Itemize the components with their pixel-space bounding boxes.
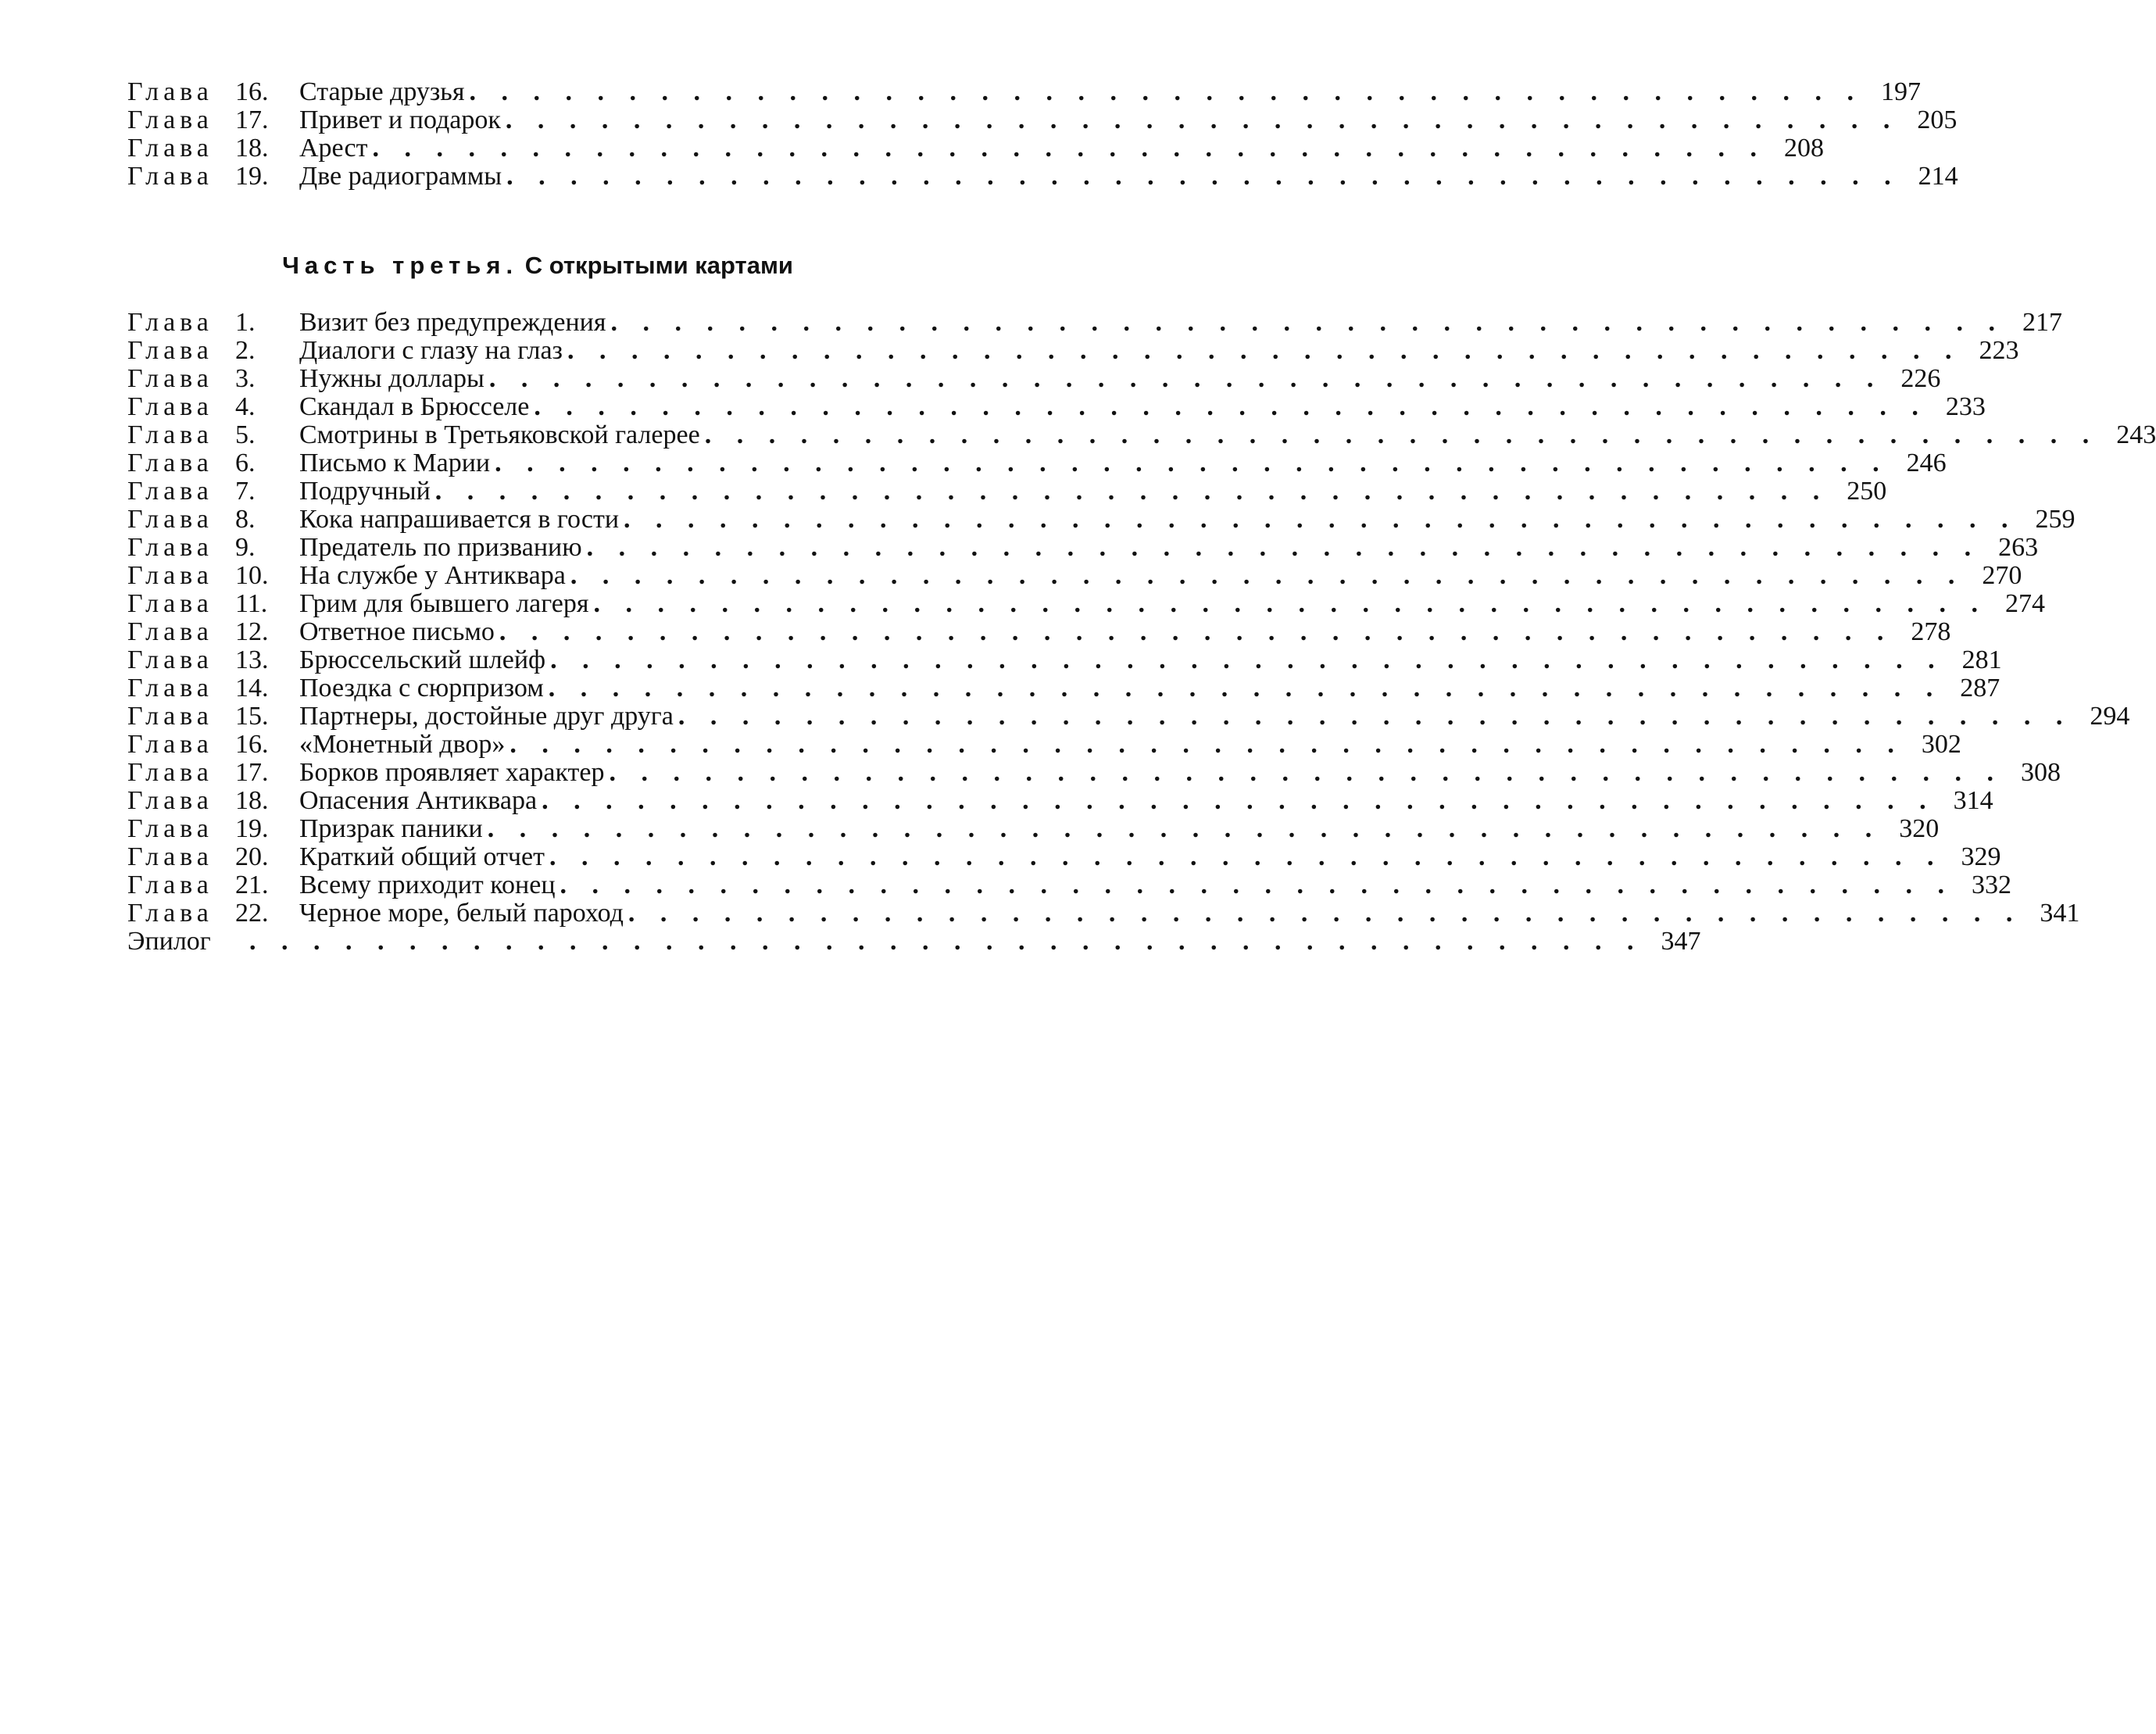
- chapter-title: Две радиограммы: [299, 162, 502, 191]
- chapter-number: 17.: [235, 758, 269, 787]
- epilogue-title: Эпилог: [127, 927, 211, 956]
- chapter-number: 15.: [235, 702, 269, 731]
- chapter-title: Нужны доллары: [299, 364, 484, 393]
- chapter-number: 19.: [235, 162, 269, 191]
- chapter-number: 14.: [235, 674, 269, 703]
- toc-entry: [127, 505, 2076, 534]
- dot-leader: . . . . . . . . . . . . . . . . . . . . . . . . . . . . . . . . . . . . . . . . . . . .: [609, 758, 2003, 787]
- chapter-title: Поездка с сюрпризом: [299, 674, 544, 703]
- chapter-number: 5.: [235, 420, 256, 449]
- chapter-title: Диалоги с глазу на глаз: [299, 336, 563, 365]
- page-number: 332: [1972, 871, 2012, 899]
- page-number: 223: [1979, 336, 2019, 365]
- chapter-number: 3.: [235, 364, 256, 393]
- chapter-label: Глава: [127, 786, 213, 815]
- chapter-label: Глава: [127, 758, 213, 787]
- dot-leader: . . . . . . . . . . . . . . . . . . . . . . . . . . . . . . . . . . . . . . . . . . . .: [534, 392, 1928, 421]
- toc-entry: [127, 645, 2002, 674]
- chapter-label: Глава: [127, 561, 213, 590]
- toc-entry: [127, 105, 1958, 134]
- chapter-title: Смотрины в Третьяковской галерее: [299, 420, 700, 449]
- toc-entry: [127, 786, 1993, 815]
- chapter-title: Предатель по призванию: [299, 533, 582, 562]
- dot-leader: . . . . . . . . . . . . . . . . . . . . . . . . . . . . . . . . . . . . . . . . . . . .: [488, 364, 1883, 393]
- page-number: 341: [2040, 899, 2080, 928]
- dot-leader: . . . . . . . . . . . . . . . . . . . . . . . . . . . . . . . . . . . . . . . . . . . .: [499, 617, 1893, 646]
- chapter-title: Опасения Антиквара: [299, 786, 538, 815]
- toc-part2-tail: [127, 77, 1958, 191]
- dot-leader: . . . . . . . . . . . . . . . . . . . . . . . . . . . . . . . . . . . . . . . . . . . .: [567, 336, 1961, 365]
- chapter-title: Краткий общий отчет: [299, 842, 545, 871]
- chapter-number: 2.: [235, 336, 256, 365]
- toc-entry: [127, 162, 1958, 191]
- dot-leader: . . . . . . . . . . . . . . . . . . . . . . . . . . . . . . . . . . . . . . . . . . . .: [372, 134, 1766, 163]
- dot-leader: . . . . . . . . . . . . . . . . . . . . . . . . . . . . . . . . . . . . . . . . . . . .: [678, 702, 2072, 731]
- toc-entry: [127, 308, 2062, 337]
- page-number: 281: [1961, 645, 2002, 674]
- toc-entry: [127, 561, 2022, 590]
- toc-entry: [127, 842, 2001, 871]
- chapter-title: Борков проявляет характер: [299, 758, 605, 787]
- chapter-label: Глава: [127, 420, 213, 449]
- toc-entry: [127, 899, 2080, 928]
- chapter-title: Ответное письмо: [299, 617, 495, 646]
- chapter-label: Глава: [127, 730, 213, 759]
- chapter-label: Глава: [127, 105, 213, 134]
- page-number: 205: [1917, 105, 1958, 134]
- toc-entry: [127, 420, 2156, 449]
- chapter-label: Глава: [127, 162, 213, 191]
- dot-leader: . . . . . . . . . . . . . . . . . . . . . . . . . . . . . . . . . . . . . . . . . . . .: [542, 786, 1936, 815]
- part-three-subtitle: С открытыми картами: [524, 252, 793, 279]
- chapter-title: Арест: [299, 134, 368, 163]
- chapter-title: Партнеры, достойные друг друга: [299, 702, 674, 731]
- toc-entry: [127, 814, 1940, 843]
- dot-leader: . . . . . . . . . . . . . . . . . . . . . . . . . . . . . . . . . . . . . . . . . . . .: [550, 645, 1944, 674]
- page-number: 259: [2035, 505, 2076, 534]
- chapter-label: Глава: [127, 533, 213, 562]
- chapter-number: 1.: [235, 308, 256, 337]
- page-number: 329: [1961, 842, 2001, 871]
- chapter-label: Глава: [127, 477, 213, 506]
- chapter-label: Глава: [127, 899, 213, 928]
- dot-leader: . . . . . . . . . . . . . . . . . . . . . . . . . . . . . . . . . . . . . . . . . . . .: [510, 730, 1904, 759]
- dot-leader: . . . . . . . . . . . . . . . . . . . . . . . . . . . . . . . . . . . . . . . . . . . .: [548, 674, 1943, 703]
- chapter-title: Черное море, белый пароход: [299, 899, 624, 928]
- chapter-label: Глава: [127, 449, 213, 477]
- page-number: 287: [1960, 674, 2000, 703]
- page-number: 270: [1982, 561, 2022, 590]
- dot-leader: . . . . . . . . . . . . . . . . . . . . . . . . . . . . . . . . . . . . . . . . . . . .: [434, 477, 1829, 506]
- toc-entry: [127, 449, 1947, 477]
- page-number: 226: [1900, 364, 1941, 393]
- chapter-label: Глава: [127, 617, 213, 646]
- chapter-number: 18.: [235, 786, 269, 815]
- chapter-label: Глава: [127, 505, 213, 534]
- toc-entry: [127, 674, 2000, 703]
- chapter-number: 8.: [235, 505, 256, 534]
- chapter-label: Глава: [127, 364, 213, 393]
- dot-leader: . . . . . . . . . . . . . . . . . . . . . . . . . . . . . . . . . . . . . . . . . . . .: [704, 420, 2099, 449]
- chapter-title: «Монетный двор»: [299, 730, 506, 759]
- chapter-label: Глава: [127, 674, 213, 703]
- chapter-label: Глава: [127, 77, 213, 106]
- chapter-title: На службе у Антиквара: [299, 561, 566, 590]
- chapter-title: Привет и подарок: [299, 105, 501, 134]
- chapter-number: 18.: [235, 134, 269, 163]
- chapter-label: Глава: [127, 392, 213, 421]
- page-number: 320: [1899, 814, 1940, 843]
- dot-leader: . . . . . . . . . . . . . . . . . . . . . . . . . . . . . . . . . . . . . . . . . . . .: [469, 77, 1863, 106]
- chapter-number: 12.: [235, 617, 269, 646]
- dot-leader: . . . . . . . . . . . . . . . . . . . . . . . . . . . . . . . . . . . . . . . . . . . .: [505, 105, 1900, 134]
- chapter-number: 11.: [235, 589, 268, 618]
- chapter-number: 22.: [235, 899, 269, 928]
- page-number: 274: [2004, 589, 2045, 618]
- chapter-label: Глава: [127, 702, 213, 731]
- chapter-number: 20.: [235, 842, 269, 871]
- dot-leader: . . . . . . . . . . . . . . . . . . . . . . . . . . . . . . . . . . . . . . . . . . . .: [570, 561, 1965, 590]
- part-three-label: Часть третья.: [282, 252, 519, 279]
- part-three-heading: [0, 252, 1075, 280]
- dot-leader: . . . . . . . . . . . . . . . . . . . . . . . . . . . . . . . . . . . . . . . . . . . .: [627, 899, 2022, 928]
- dot-leader: . . . . . . . . . . . . . . . . . . . . . . . . . . . . . . . . . . . . . . . . . . . .: [586, 533, 1981, 562]
- chapter-title: Старые друзья: [299, 77, 465, 106]
- toc-entry: [127, 134, 1824, 163]
- chapter-number: 16.: [235, 730, 269, 759]
- page-number: 278: [1911, 617, 1951, 646]
- dot-leader: . . . . . . . . . . . . . . . . . . . . . . . . . . . . . . . . . . . . . . . . . . . .: [560, 871, 1954, 899]
- page-number: 294: [2090, 702, 2130, 731]
- page-number: 233: [1945, 392, 1986, 421]
- chapter-label: Глава: [127, 645, 213, 674]
- chapter-label: Глава: [127, 336, 213, 365]
- chapter-title: Всему приходит конец: [299, 871, 556, 899]
- page-number: 302: [1921, 730, 1961, 759]
- dot-leader: . . . . . . . . . . . . . . . . . . . . . . . . . . . . . . . . . . . . . . . . . . . .: [610, 308, 2004, 337]
- toc-entry: [127, 758, 2061, 787]
- chapter-label: Глава: [127, 871, 213, 899]
- dot-leader: . . . . . . . . . . . . . . . . . . . . . . . . . . . . . . . . . . . . . . . . . . . .: [487, 814, 1882, 843]
- chapter-title: Брюссельский шлейф: [299, 645, 546, 674]
- page-number: 308: [2020, 758, 2061, 787]
- chapter-title: Призрак паники: [299, 814, 483, 843]
- toc-entry: [127, 589, 2045, 618]
- page-number: 314: [1953, 786, 1993, 815]
- chapter-title: Грим для бывшего лагеря: [299, 589, 589, 618]
- page-number: 214: [1918, 162, 1958, 191]
- dot-leader: . . . . . . . . . . . . . . . . . . . . . . . . . . . . . . . . . . . . . . . . . . . .: [549, 842, 1943, 871]
- toc-entry: [127, 617, 1951, 646]
- page-number: 243: [2116, 420, 2156, 449]
- dot-leader: . . . . . . . . . . . . . . . . . . . . . . . . . . . . . . . . . . . . . . . . . . . .: [624, 505, 2018, 534]
- toc-entry: [127, 477, 1887, 506]
- toc-part3: [127, 308, 2156, 956]
- chapter-number: 9.: [235, 533, 256, 562]
- page-number: 347: [1661, 927, 1701, 956]
- chapter-label: Глава: [127, 814, 213, 843]
- toc-entry: [127, 871, 2012, 899]
- chapter-number: 7.: [235, 477, 256, 506]
- toc-entry-epilogue: [127, 927, 1701, 956]
- chapter-title: Скандал в Брюсселе: [299, 392, 530, 421]
- chapter-number: 4.: [235, 392, 256, 421]
- dot-leader: . . . . . . . . . . . . . . . . . . . . . . . . . . . . . . . . . . . . . . . . . . . .: [495, 449, 1889, 477]
- dot-leader: . . . . . . . . . . . . . . . . . . . . . . . . . . . . . . . . . . . . . . . . . . . .: [506, 162, 1900, 191]
- chapter-number: 19.: [235, 814, 269, 843]
- toc-entry: [127, 702, 2130, 731]
- chapter-title: Подручный: [299, 477, 431, 506]
- page-number: 217: [2022, 308, 2062, 337]
- chapter-number: 6.: [235, 449, 256, 477]
- dot-leader: . . . . . . . . . . . . . . . . . . . . . . . . . . . . . . . . . . . . . . . . . . . .: [249, 927, 1643, 956]
- page-number: 246: [1906, 449, 1947, 477]
- page-number: 197: [1880, 77, 1921, 106]
- page-number: 250: [1847, 477, 1887, 506]
- chapter-label: Глава: [127, 842, 213, 871]
- chapter-number: 13.: [235, 645, 269, 674]
- toc-entry: [127, 336, 2019, 365]
- chapter-number: 16.: [235, 77, 269, 106]
- chapter-title: Письмо к Марии: [299, 449, 491, 477]
- page-number: 263: [1998, 533, 2039, 562]
- chapter-label: Глава: [127, 308, 213, 337]
- toc-entry: [127, 364, 1941, 393]
- chapter-title: Кока напрашивается в гости: [299, 505, 620, 534]
- chapter-number: 17.: [235, 105, 269, 134]
- page-number: 208: [1783, 134, 1824, 163]
- chapter-number: 21.: [235, 871, 269, 899]
- chapter-label: Глава: [127, 589, 213, 618]
- chapter-label: Глава: [127, 134, 213, 163]
- toc-entry: [127, 730, 1961, 759]
- toc-entry: [127, 392, 1986, 421]
- chapter-title: Визит без предупреждения: [299, 308, 606, 337]
- dot-leader: . . . . . . . . . . . . . . . . . . . . . . . . . . . . . . . . . . . . . . . . . . . .: [593, 589, 1987, 618]
- toc-entry: [127, 533, 2039, 562]
- chapter-number: 10.: [235, 561, 269, 590]
- toc-entry: [127, 77, 1921, 106]
